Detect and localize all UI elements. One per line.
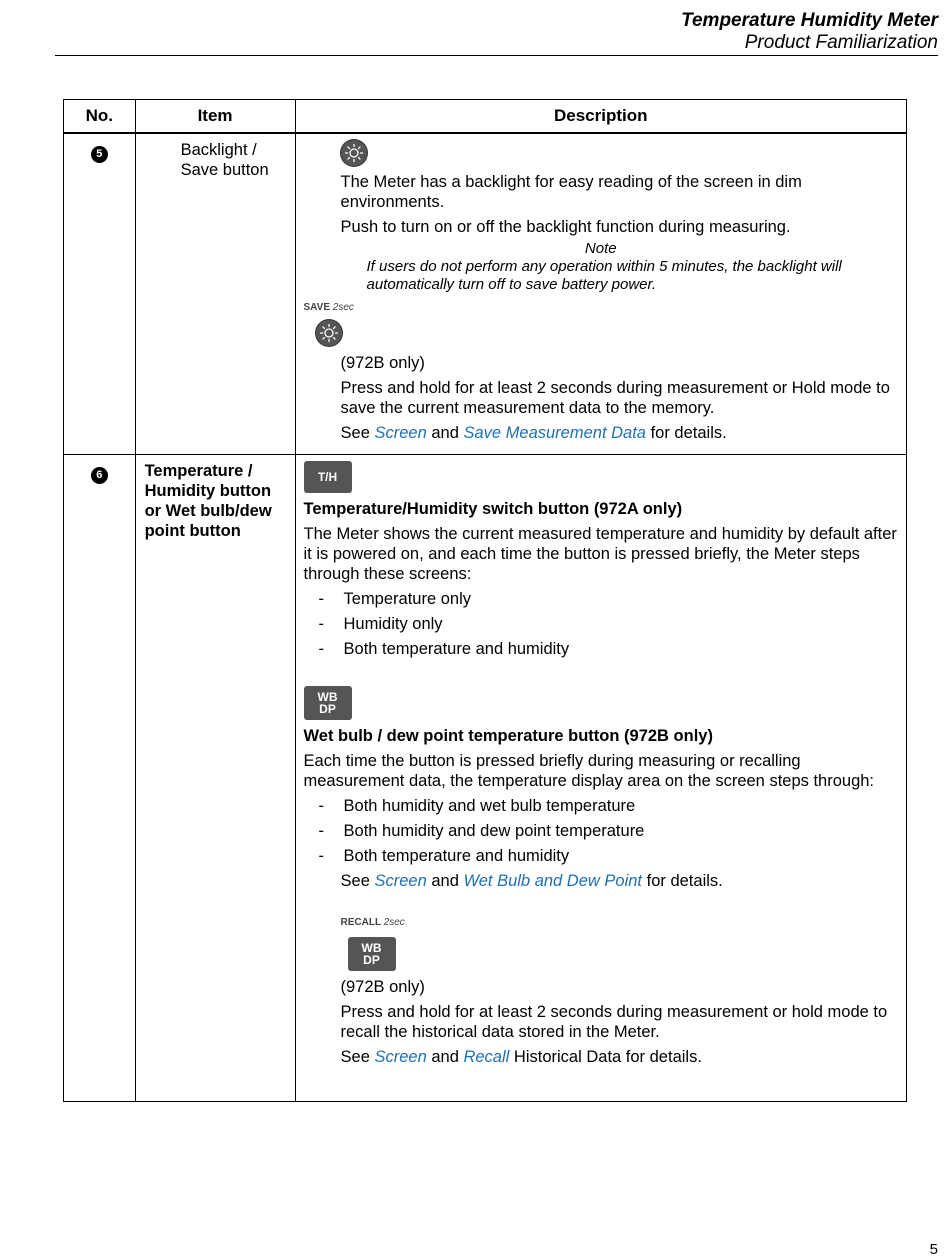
th-switch-heading: Temperature/Humidity switch button (972A only) — [303, 500, 683, 518]
wet-bulb-dew-point-link[interactable]: Wet Bulb and Dew Point — [463, 872, 643, 890]
th-screen-list — [304, 589, 898, 659]
see-details-line — [341, 423, 898, 443]
item-cell — [135, 455, 295, 1102]
tail-text: for details. — [650, 424, 727, 442]
section-title: Product Familiarization — [744, 32, 938, 53]
model-note: (972B only) — [340, 978, 425, 996]
item-label: Backlight / Save button — [180, 141, 269, 179]
running-header — [681, 10, 938, 54]
wb-key-text: WB — [317, 690, 338, 704]
screen-link[interactable]: Screen — [374, 424, 427, 442]
screen-link[interactable]: Screen — [374, 1048, 427, 1066]
wb-dp-description: Each time the button is pressed briefly during measuring or recalling measurement data, the temperature display area on the screen steps through: — [303, 752, 875, 790]
col-header-item: Item — [135, 100, 295, 134]
list-item: - Both humidity and wet bulb temperature — [318, 797, 636, 815]
wb-dp-screen-list — [304, 796, 898, 866]
page-number: 5 — [929, 1241, 938, 1258]
tail-text: Historical Data for details. — [513, 1048, 702, 1066]
table-header-row — [64, 100, 907, 134]
recall-wb-dp-key-icon — [348, 937, 396, 971]
list-item-text: Both temperature and humidity — [343, 847, 570, 865]
table-row — [64, 455, 907, 1102]
save-label: SAVE — [303, 302, 331, 313]
see-details-line — [341, 1047, 898, 1067]
list-item: - Both temperature and humidity — [318, 640, 570, 658]
see-details-line — [341, 871, 898, 891]
recall-label: RECALL — [340, 917, 381, 928]
row-number-cell — [64, 455, 136, 1102]
see-text: See — [340, 424, 370, 442]
screen-link[interactable]: Screen — [374, 872, 427, 890]
list-item: - Both temperature and humidity — [318, 847, 570, 865]
th-key-icon: T/H — [304, 461, 352, 493]
save-time: 2sec — [332, 302, 354, 313]
col-header-description: Description — [295, 100, 906, 134]
save-2sec-label — [304, 298, 898, 318]
dp-key-text: DP — [319, 702, 336, 716]
list-item-text: Both temperature and humidity — [343, 640, 570, 658]
list-item: - Humidity only — [318, 615, 443, 633]
list-item-text: Both humidity and dew point temperature — [343, 822, 645, 840]
and-text: and — [431, 872, 459, 890]
row-number-badge: 6 — [91, 467, 108, 484]
recall-link[interactable]: Recall — [463, 1048, 510, 1066]
note-title: Note — [584, 240, 617, 257]
recall-instruction: Press and hold for at least 2 seconds during measurement or hold mode to recall the historical data stored in the Meter. — [340, 1003, 888, 1041]
save-sun-icon — [316, 320, 342, 346]
tail-text: for details. — [646, 872, 723, 890]
list-item-text: Both humidity and wet bulb temperature — [343, 797, 636, 815]
dp-key-text: DP — [363, 953, 380, 967]
header-rule — [55, 55, 938, 56]
list-item-text: Temperature only — [343, 590, 471, 608]
wb-key-text: WB — [361, 941, 382, 955]
model-note: (972B only) — [340, 354, 425, 372]
description-cell — [295, 455, 906, 1102]
save-measurement-data-link[interactable]: Save Measurement Data — [463, 424, 646, 442]
list-item: - Both humidity and dew point temperature — [318, 822, 645, 840]
item-label: Temperature / Humidity button or Wet bulb/dew point button — [144, 462, 272, 540]
wb-dp-key-icon — [304, 686, 352, 720]
and-text: and — [431, 1048, 459, 1066]
backlight-push-instruction: Push to turn on or off the backlight function during measuring. — [340, 218, 791, 236]
item-cell — [135, 133, 295, 455]
and-text: and — [431, 424, 459, 442]
see-text: See — [340, 1048, 370, 1066]
row-number-badge: 5 — [91, 146, 108, 163]
list-item-text: Humidity only — [343, 615, 443, 633]
recall-time: 2sec — [383, 917, 405, 928]
save-instruction: Press and hold for at least 2 seconds during measurement or Hold mode to save the current measurement data to the memory. — [340, 379, 890, 417]
recall-2sec-label — [341, 913, 898, 933]
backlight-description: The Meter has a backlight for easy reading of the screen in dim environments. — [340, 173, 802, 211]
th-switch-description: The Meter shows the current measured temperature and humidity by default after it is powered on, and each time the button is pressed briefly, the Meter steps through these screens: — [303, 525, 897, 583]
list-item: - Temperature only — [318, 590, 471, 608]
wb-dp-heading: Wet bulb / dew point temperature button (972B only) — [303, 727, 713, 745]
see-text: See — [340, 872, 370, 890]
col-header-no: No. — [64, 100, 136, 134]
button-description-table — [63, 99, 907, 1102]
document-title: Temperature Humidity Meter — [681, 10, 938, 31]
row-number-cell — [64, 133, 136, 455]
backlight-sun-icon — [341, 140, 367, 166]
table-row — [64, 133, 907, 455]
note-body: If users do not perform any operation within 5 minutes, the backlight will automatically turn off to save battery power. — [366, 258, 842, 293]
description-cell — [295, 133, 906, 455]
